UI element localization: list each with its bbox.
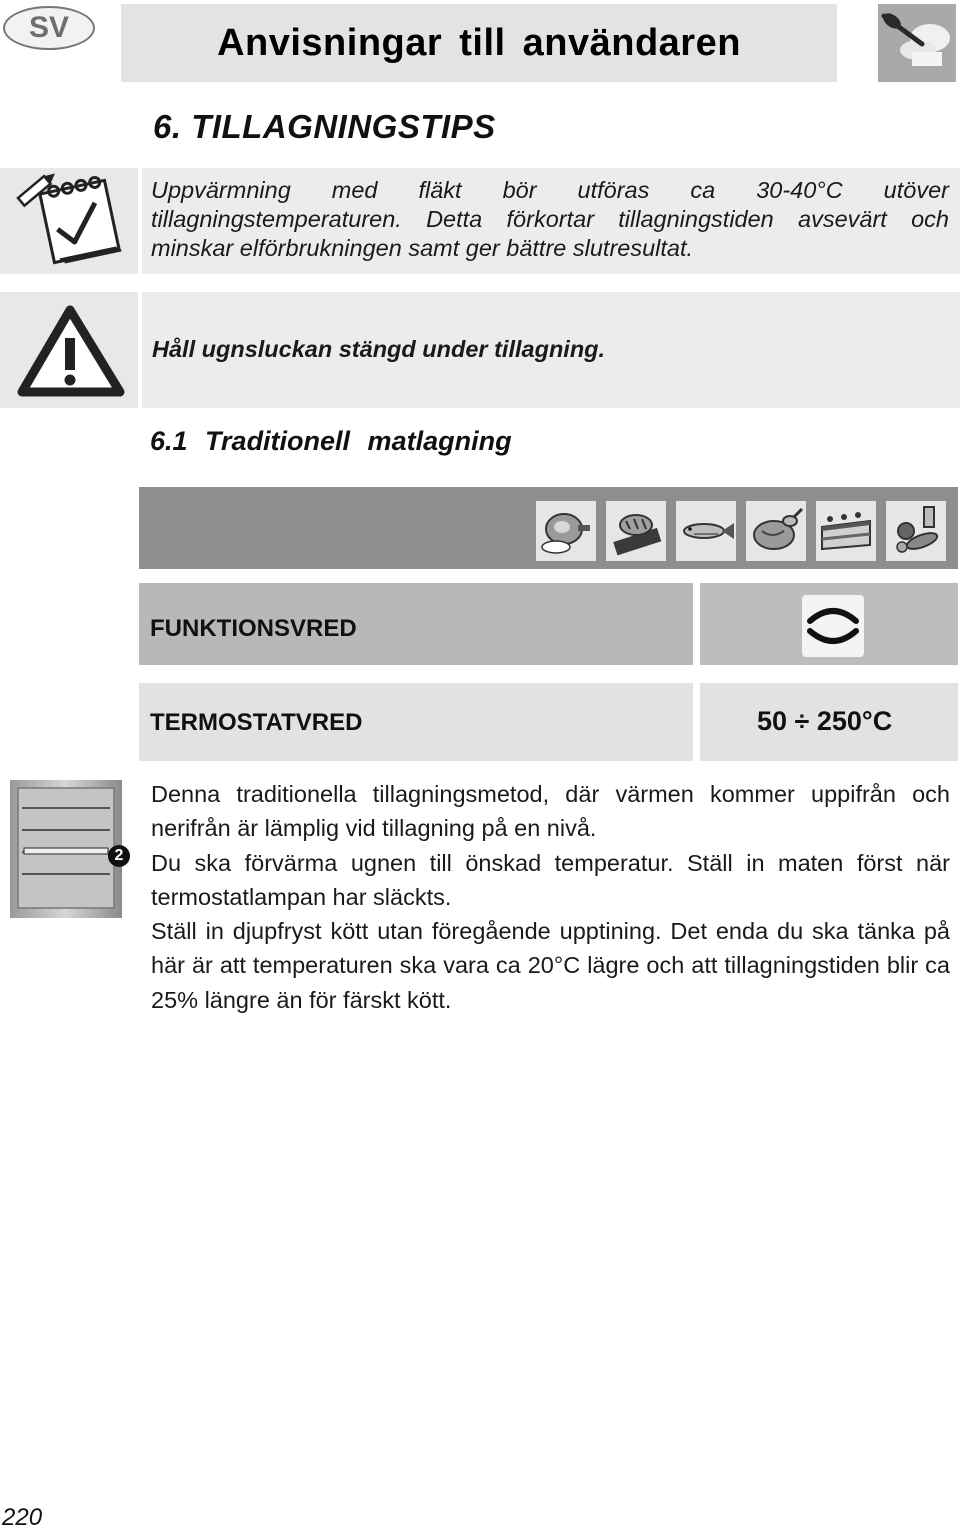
page-number: 220 [2, 1504, 43, 1531]
instructions-text [151, 777, 950, 1017]
warning-icon-box [0, 292, 138, 408]
function-label: FUNKTIONSVRED [150, 615, 357, 642]
note-text: Uppvärmning med fläkt bör utföras ca 30-40°C utöver tillagningstemperaturen. Detta förkortar tillagningstiden avsevärt och minskar elförbrukningen samt ger bättre slutresultat. [151, 177, 949, 261]
top-bottom-heat-icon [802, 595, 864, 657]
warning-triangle-icon [0, 292, 138, 408]
header-bar [121, 4, 837, 82]
page-title: Anvisningar till användaren [217, 21, 741, 64]
vegetables-icon [886, 501, 946, 561]
poultry-icon [746, 501, 806, 561]
oven-shelves-icon [10, 780, 122, 918]
language-badge [3, 6, 95, 50]
instruction-paragraph: Denna traditionella tillagningsmetod, där värmen kommer uppifrån och nerifrån är lämplig vid tillagning på en nivå. [151, 781, 950, 842]
bread-icon [606, 501, 666, 561]
chef-hat-spoon-icon [878, 4, 956, 82]
fish-icon [676, 501, 736, 561]
shelf-level-number: 2 [114, 847, 124, 864]
cake-icon [816, 501, 876, 561]
note-icon-box [0, 168, 138, 274]
warning-text: Håll ugnsluckan stängd under tillagning. [152, 336, 606, 362]
ham-icon [536, 501, 596, 561]
subsection-title: 6.1 Traditionell matlagning [150, 426, 512, 456]
thermostat-value: 50 ÷ 250°C [757, 706, 893, 736]
notepad-check-icon [0, 168, 138, 274]
section-title: 6. TILLAGNINGSTIPS [153, 108, 496, 145]
thermostat-label: TERMOSTATVRED [150, 709, 363, 736]
language-badge-label: SV [28, 11, 70, 44]
instruction-paragraph: Du ska förvärma ugnen till önskad temperatur. Ställ in maten först när termostatlampan har släckts. [151, 849, 950, 910]
shelf-level-badge [108, 845, 130, 867]
instruction-paragraph: Ställ in djupfryst kött utan föregående upptining. Det enda du ska tänka på här är att temperaturen ska vara ca 20°C lägre och att tillagningstiden blir ca 25% längre än för färskt kött. [151, 918, 950, 1013]
